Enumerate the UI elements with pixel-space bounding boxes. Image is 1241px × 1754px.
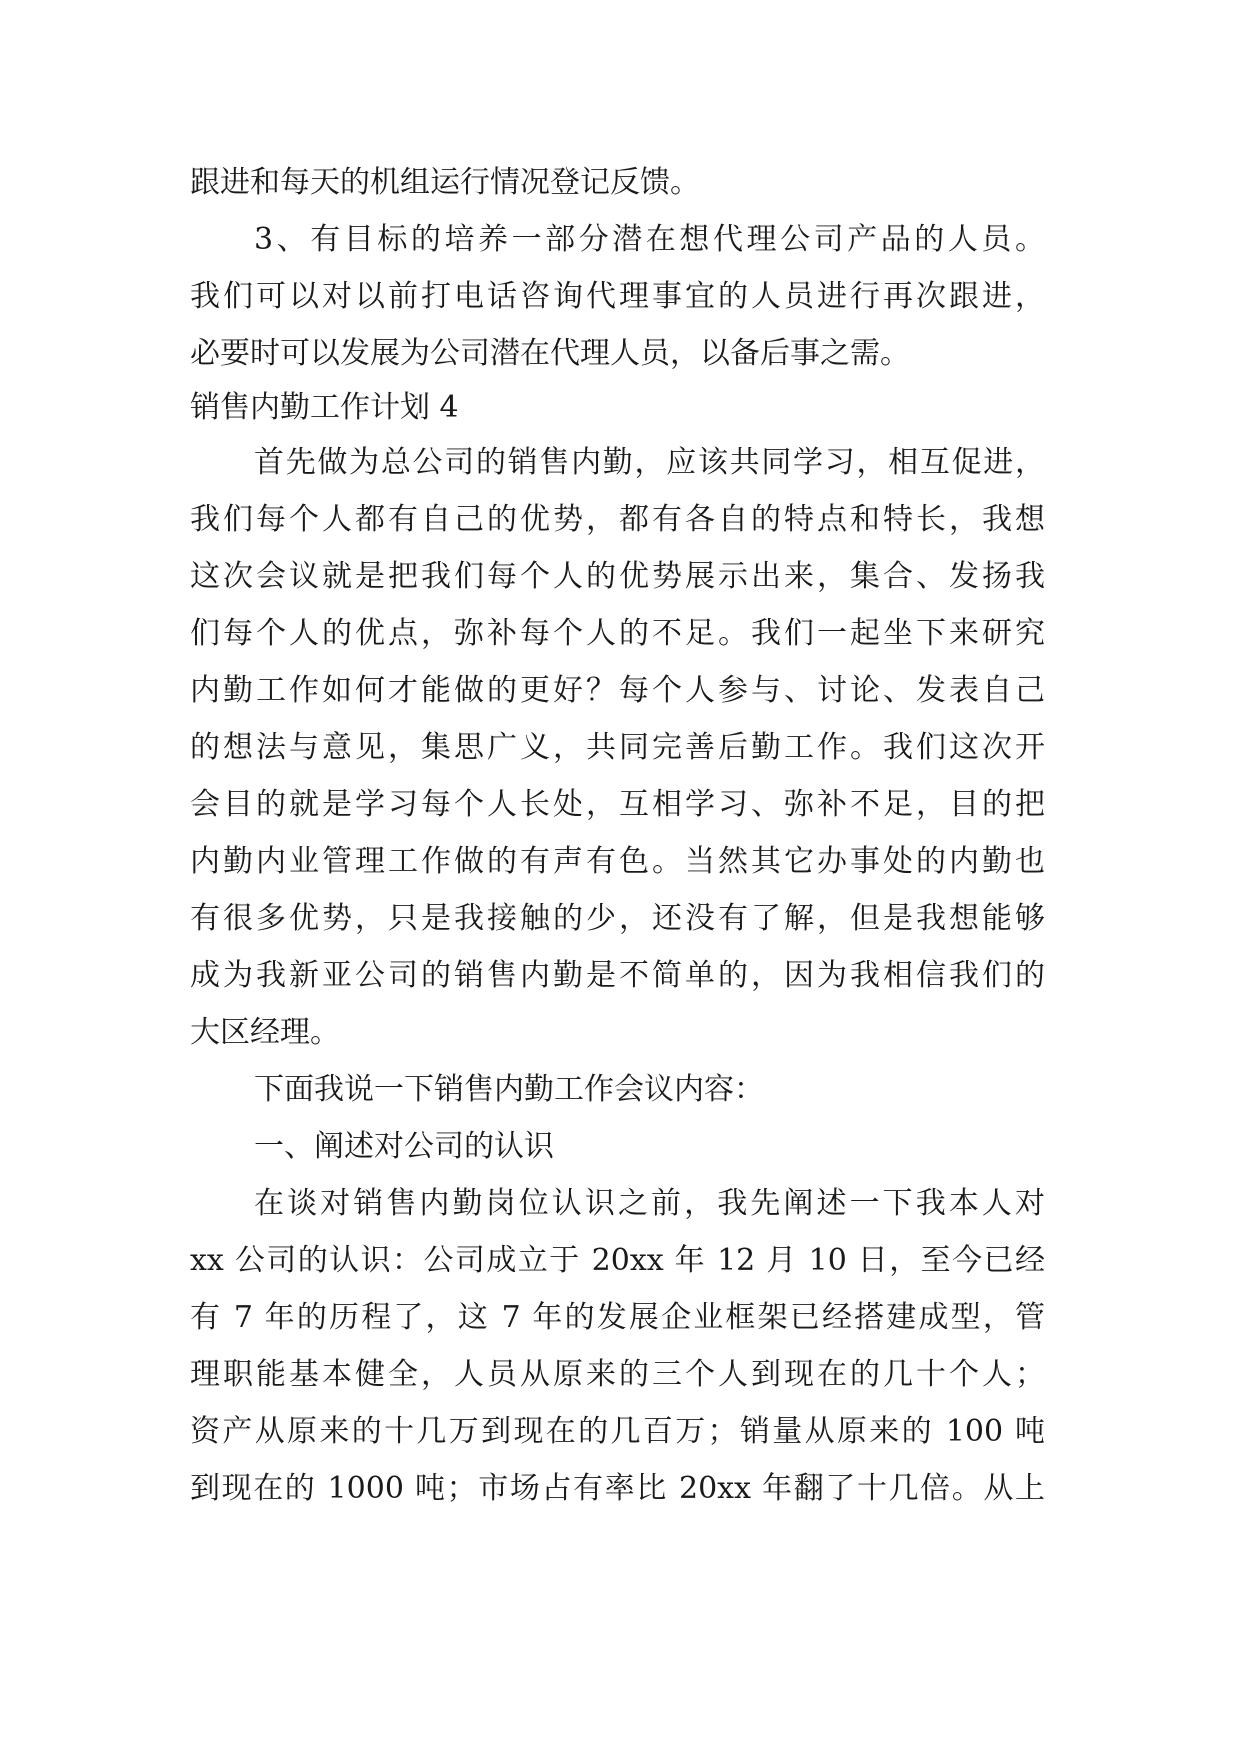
text-line: 会目的就是学习每个人长处，互相学习、弥补不足，目的把	[190, 787, 1045, 822]
text-line: 必要时可以发展为公司潜在代理人员，以备后事之需。	[190, 336, 910, 371]
text-line: 们每个人的优点，弥补每个人的不足。我们一起坐下来研究	[190, 616, 1045, 651]
document-body	[190, 154, 1045, 1517]
text-line: 内勤内业管理工作做的有声有色。当然其它办事处的内勤也	[190, 844, 1045, 879]
text-line: 下面我说一下销售内勤工作会议内容：	[254, 1072, 764, 1107]
text-line: 有很多优势，只是我接触的少，还没有了解，但是我想能够	[190, 901, 1045, 936]
text-line: 3、有目标的培养一部分潜在想代理公司产品的人员。	[254, 222, 1045, 257]
text-line: 我们每个人都有自己的优势，都有各自的特点和特长，我想	[190, 502, 1045, 537]
text-line: 有 7 年的历程了，这 7 年的发展企业框架已经搭建成型，管	[190, 1300, 1045, 1335]
text-line: 跟进和每天的机组运行情况登记反馈。	[190, 165, 700, 200]
text-line: 这次会议就是把我们每个人的优势展示出来，集合、发扬我	[190, 559, 1045, 594]
text-line: 到现在的 1000 吨；市场占有率比 20xx 年翻了十几倍。从上	[190, 1471, 1045, 1506]
text-line: 理职能基本健全，人员从原来的三个人到现在的几十个人；	[190, 1357, 1045, 1392]
text-line: 资产从原来的十几万到现在的几百万；销量从原来的 100 吨	[190, 1414, 1045, 1449]
text-line: 首先做为总公司的销售内勤，应该共同学习，相互促进，	[254, 445, 1045, 480]
text-line: 在谈对销售内勤岗位认识之前，我先阐述一下我本人对	[254, 1186, 1045, 1221]
text-line: 内勤工作如何才能做的更好？每个人参与、讨论、发表自己	[190, 673, 1045, 708]
text-line: 大区经理。	[190, 1015, 340, 1050]
section-heading: 销售内勤工作计划 4	[190, 390, 459, 425]
text-line: 一、阐述对公司的认识	[254, 1129, 554, 1164]
text-line: 的想法与意见，集思广义，共同完善后勤工作。我们这次开	[190, 730, 1045, 765]
text-line: 成为我新亚公司的销售内勤是不简单的，因为我相信我们的	[190, 958, 1045, 993]
text-line: 我们可以对以前打电话咨询代理事宜的人员进行再次跟进，	[190, 279, 1045, 314]
text-line: xx 公司的认识：公司成立于 20xx 年 12 月 10 日，至今已经	[190, 1243, 1045, 1278]
